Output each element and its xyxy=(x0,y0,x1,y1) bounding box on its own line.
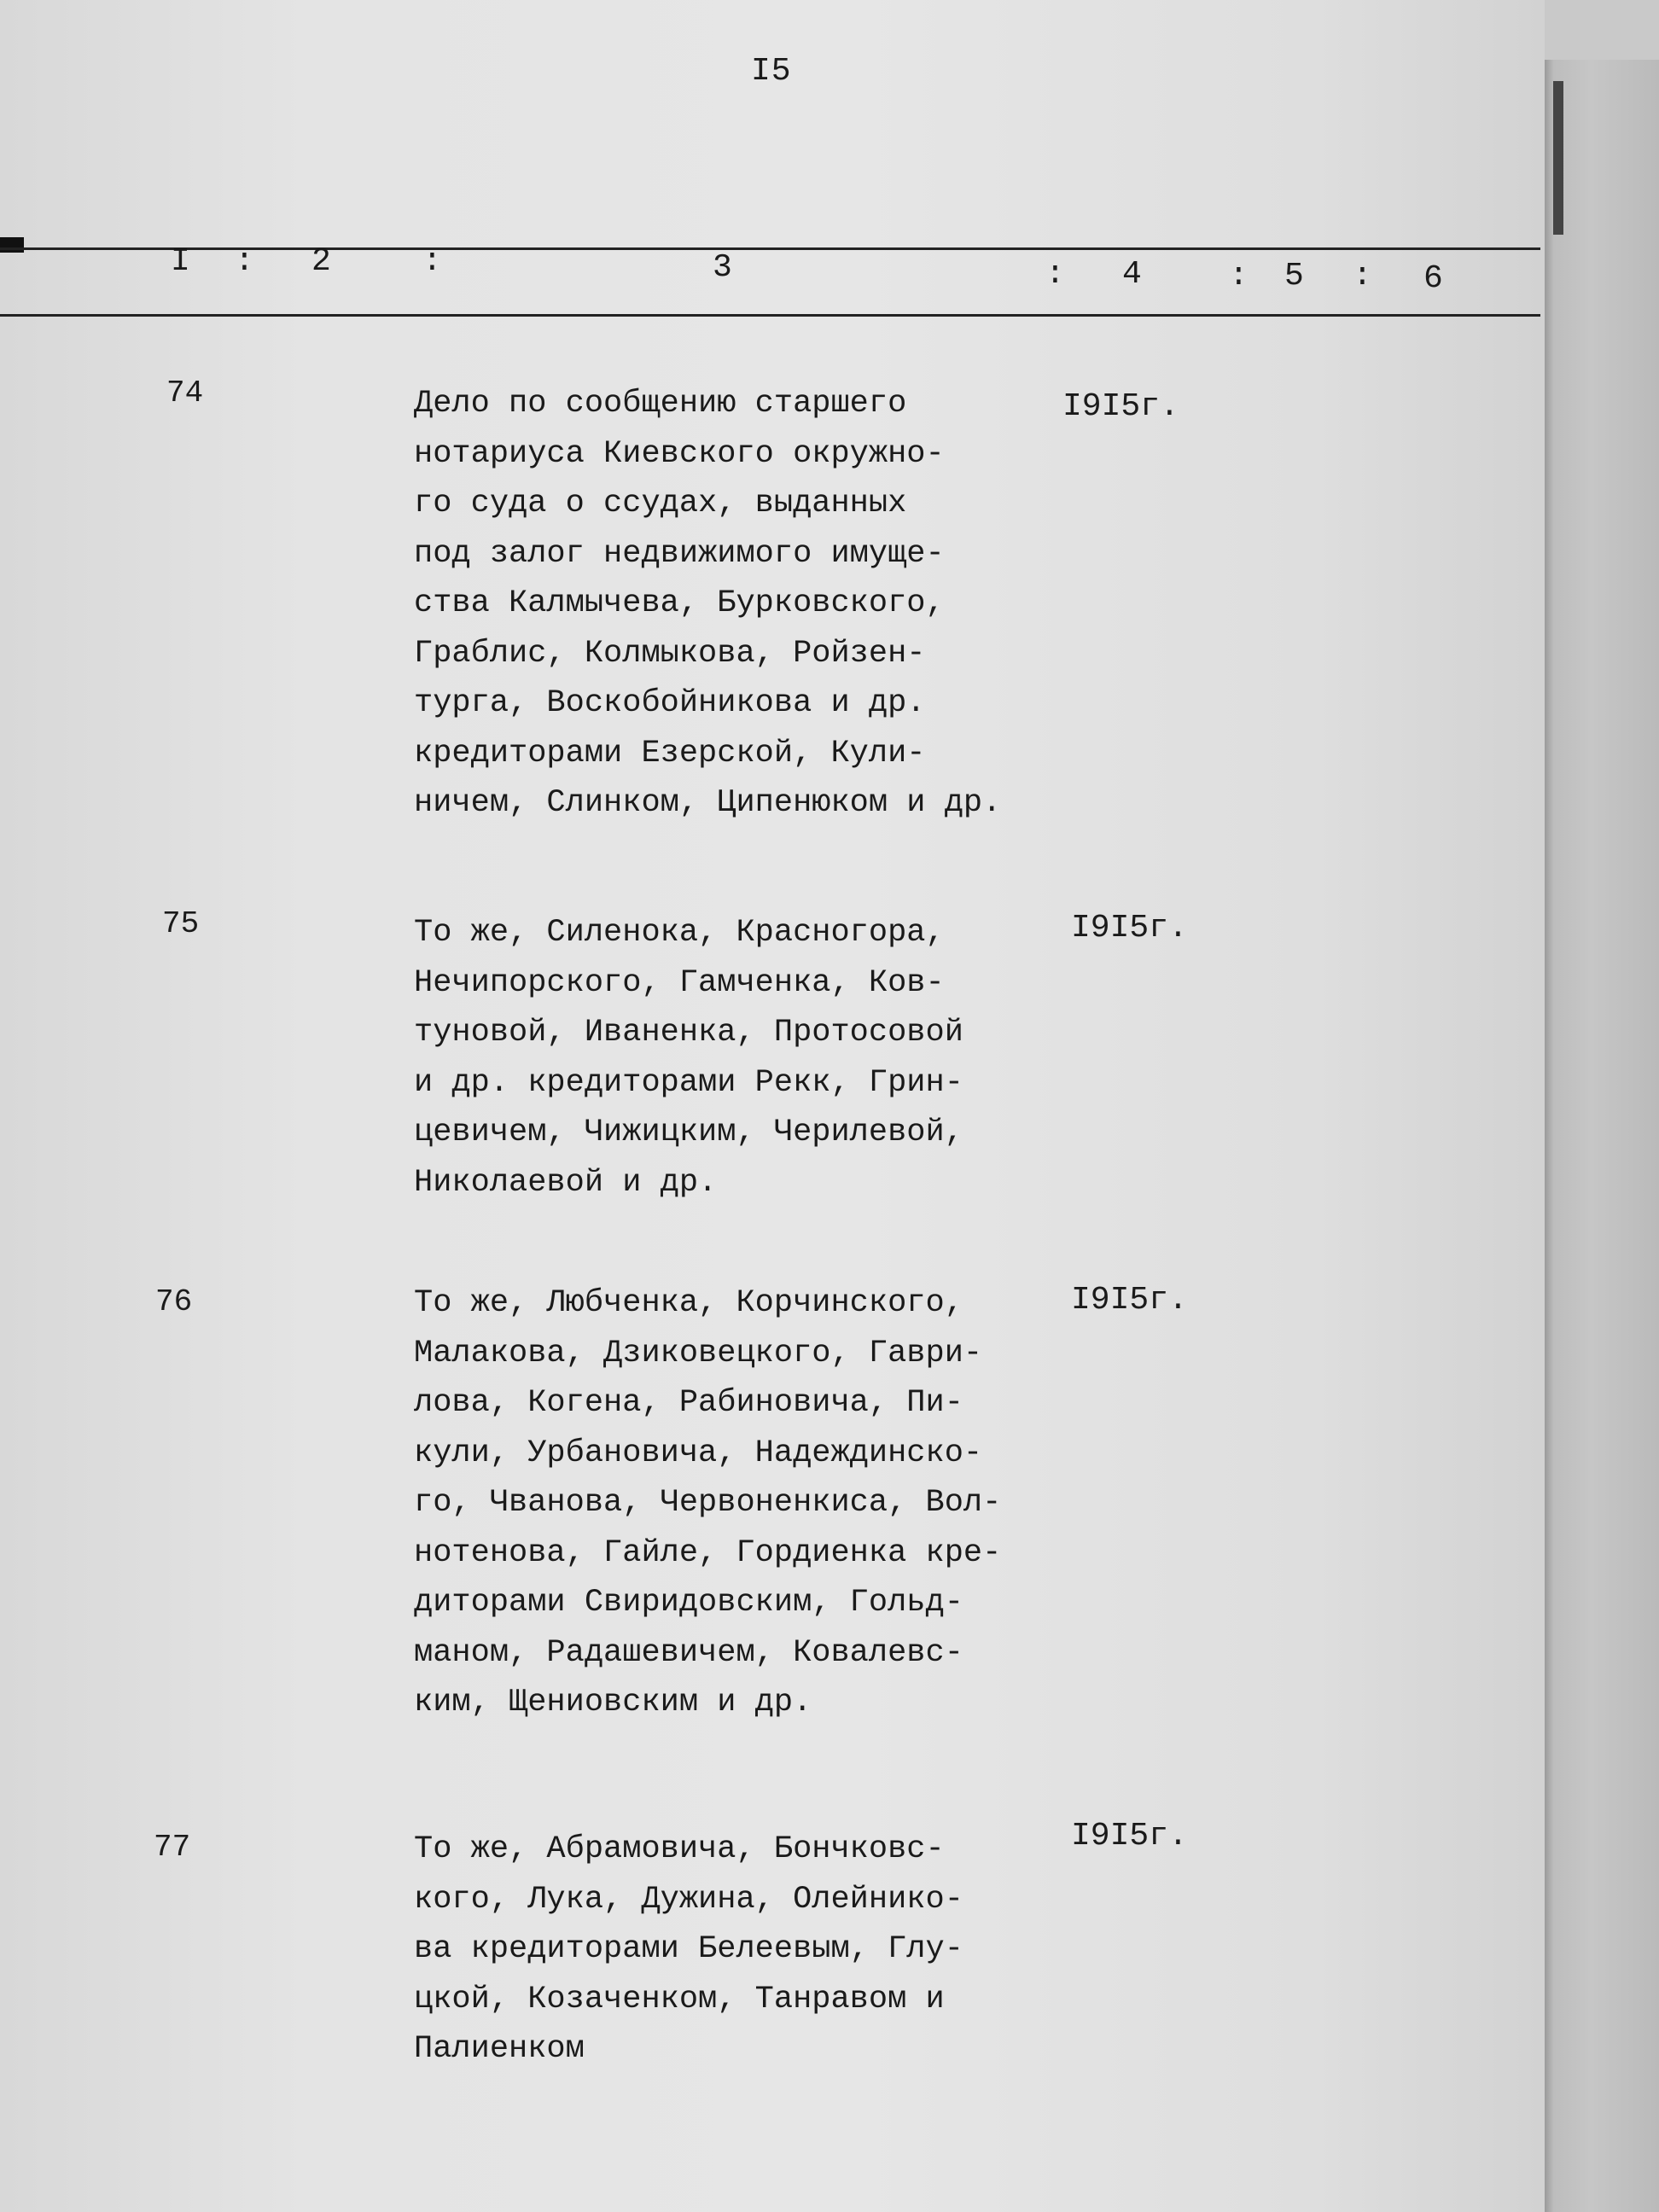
column-1-header: I xyxy=(171,243,190,280)
description-line: диторами Свиридовским, Гольд- xyxy=(414,1585,963,1621)
description-line: Нечипорского, Гамченка, Ков- xyxy=(414,964,945,1001)
column-separator: : xyxy=(1045,256,1065,293)
description-line: под залог недвижимого имуще- xyxy=(414,535,945,572)
column-separator: : xyxy=(1229,258,1249,294)
description-line: маном, Радашевичем, Ковалевс- xyxy=(414,1634,963,1671)
page-number: I5 xyxy=(751,53,792,90)
table-header-bottom-rule xyxy=(0,314,1540,317)
column-3-header: 3 xyxy=(713,249,732,286)
description-line: Николаевой и др. xyxy=(414,1164,718,1201)
entry-description xyxy=(414,908,1080,1208)
description-line: го, Чванова, Червоненкиса, Вол- xyxy=(414,1485,1002,1521)
description-line: туновой, Иваненка, Протосовой xyxy=(414,1015,963,1051)
entry-description xyxy=(414,1278,1080,1728)
entry-date: I9I5г. xyxy=(1071,910,1188,946)
description-line: кредиторами Езерской, Кули- xyxy=(414,735,926,771)
entry-date: I9I5г. xyxy=(1071,1282,1188,1318)
underlying-sheet xyxy=(1545,60,1659,2212)
description-line: То же, Абрамовича, Бончковс- xyxy=(414,1831,945,1867)
entry-number: 75 xyxy=(162,906,200,941)
description-line: турга, Воскобойникова и др. xyxy=(414,685,926,721)
description-line: ства Калмычева, Бурковского, xyxy=(414,585,945,621)
description-line: цкой, Козаченком, Танравом и xyxy=(414,1981,945,2017)
entry-date: I9I5г. xyxy=(1071,1818,1188,1854)
column-6-header: 6 xyxy=(1423,260,1443,297)
column-separator: : xyxy=(1353,258,1372,294)
description-line: То же, Любченка, Корчинского, xyxy=(414,1285,963,1321)
entry-number: 76 xyxy=(155,1284,193,1319)
description-line: кого, Лука, Дужина, Олейнико- xyxy=(414,1881,963,1918)
description-line: ким, Щениовским и др. xyxy=(414,1685,812,1720)
entry-description xyxy=(414,1825,1080,2075)
sheet-edge-shadow xyxy=(1553,81,1563,235)
description-line: и др. кредиторами Рекк, Грин- xyxy=(414,1064,963,1101)
column-5-header: 5 xyxy=(1284,258,1304,294)
description-line: нотариуса Киевского окружно- xyxy=(414,435,945,472)
description-line: ничем, Слинком, Ципенюком и др. xyxy=(414,785,1002,821)
description-line: лова, Когена, Рабиновича, Пи- xyxy=(414,1385,963,1421)
entry-description xyxy=(414,379,1080,829)
description-line: кули, Урбановича, Надеждинско- xyxy=(414,1435,983,1471)
description-line: То же, Силенока, Красногора, xyxy=(414,915,945,951)
description-line: Граблис, Колмыкова, Ройзен- xyxy=(414,635,926,672)
column-separator: : xyxy=(235,243,254,280)
corner-mark xyxy=(0,237,24,253)
entry-number: 74 xyxy=(166,375,204,410)
description-line: го суда о ссудах, выданных xyxy=(414,486,907,521)
description-line: Палиенком xyxy=(414,2031,585,2067)
description-line: Малакова, Дзиковецкого, Гаври- xyxy=(414,1335,983,1371)
entry-date: I9I5г. xyxy=(1062,388,1179,425)
column-4-header: 4 xyxy=(1122,256,1142,293)
description-line: Дело по сообщению старшего xyxy=(414,386,907,422)
description-line: нотенова, Гайле, Гордиенка кре- xyxy=(414,1534,1002,1571)
description-line: цевичем, Чижицким, Черилевой, xyxy=(414,1115,963,1150)
table-header-top-rule xyxy=(0,247,1540,250)
entry-number: 77 xyxy=(154,1830,191,1865)
description-line: ва кредиторами Белеевым, Глу- xyxy=(414,1931,963,1967)
column-separator: : xyxy=(422,243,442,280)
column-2-header: 2 xyxy=(311,243,331,280)
